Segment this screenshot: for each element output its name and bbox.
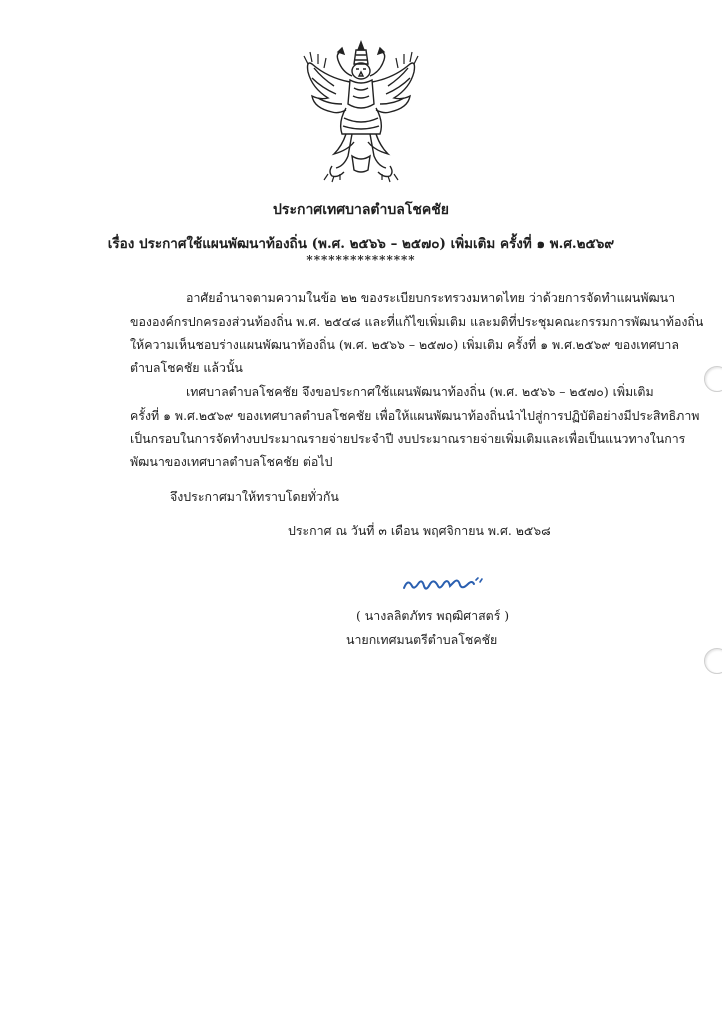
paragraph2-line-4: พัฒนาของเทศบาลตำบลโชคชัย ต่อไป	[130, 454, 333, 469]
announcement-date: ประกาศ ณ วันที่ ๓ เดือน พฤศจิกายน พ.ศ. ๒๕๖๘	[288, 523, 551, 538]
paragraph2-line-2: ครั้งที่ ๑ พ.ศ.๒๕๖๙ ของเทศบาลตำบลโชคชัย เพื่อให้แผนพัฒนาท้องถิ่นนำไปสู่การปฏิบัติอย่างมีประสิทธิภาพ	[130, 408, 700, 423]
paragraph1-line-1: อาศัยอำนาจตามความในข้อ ๒๒ ของระเบียบกระทรวงมหาดไทย ว่าด้วยการจัดทำแผนพัฒนา	[186, 290, 676, 305]
paragraph2-line-3: เป็นกรอบในการจัดทำงบประมาณรายจ่ายประจำปี งบประมาณรายจ่ายเพิ่มเติมและเพื่อเป็นแนวทางในการ	[130, 431, 686, 446]
signatory-position: นายกเทศมนตรีตำบลโชคชัย	[346, 632, 498, 647]
punch-hole-top	[704, 366, 722, 392]
announcement-subject: เรื่อง ประกาศใช้แผนพัฒนาท้องถิ่น (พ.ศ. ๒๕๖๖ – ๒๕๗๐) เพิ่มเติม ครั้งที่ ๑ พ.ศ.๒๕๖๙	[107, 236, 615, 252]
paragraph1-line-4: ตำบลโชคชัย แล้วนั้น	[130, 360, 243, 375]
handwritten-signature	[398, 572, 488, 596]
garuda-emblem-icon	[298, 38, 424, 186]
signatory-name: ( นางลลิตภัทร พฤฒิศาสตร์ )	[356, 608, 510, 623]
punch-hole-bottom	[704, 648, 722, 674]
announcement-issuer-title: ประกาศเทศบาลตำบลโชคชัย	[273, 202, 449, 218]
separator-stars: ***************	[306, 253, 416, 267]
closing-statement: จึงประกาศมาให้ทราบโดยทั่วกัน	[170, 489, 339, 504]
paragraph1-line-2: ขององค์กรปกครองส่วนท้องถิ่น พ.ศ. ๒๕๔๘ และที่แก้ไขเพิ่มเติม และมติที่ประชุมคณะกรรมการพัฒนาท้องถิ่น	[130, 314, 704, 329]
paragraph2-line-1: เทศบาลตำบลโชคชัย จึงขอประกาศใช้แผนพัฒนาท้องถิ่น (พ.ศ. ๒๕๖๖ – ๒๕๗๐) เพิ่มเติม	[186, 384, 654, 399]
paragraph1-line-3: ให้ความเห็นชอบร่างแผนพัฒนาท้องถิ่น (พ.ศ. ๒๕๖๖ – ๒๕๗๐) เพิ่มเติม ครั้งที่ ๑ พ.ศ.๒๕๖๙ ของเทศบาล	[130, 337, 679, 352]
